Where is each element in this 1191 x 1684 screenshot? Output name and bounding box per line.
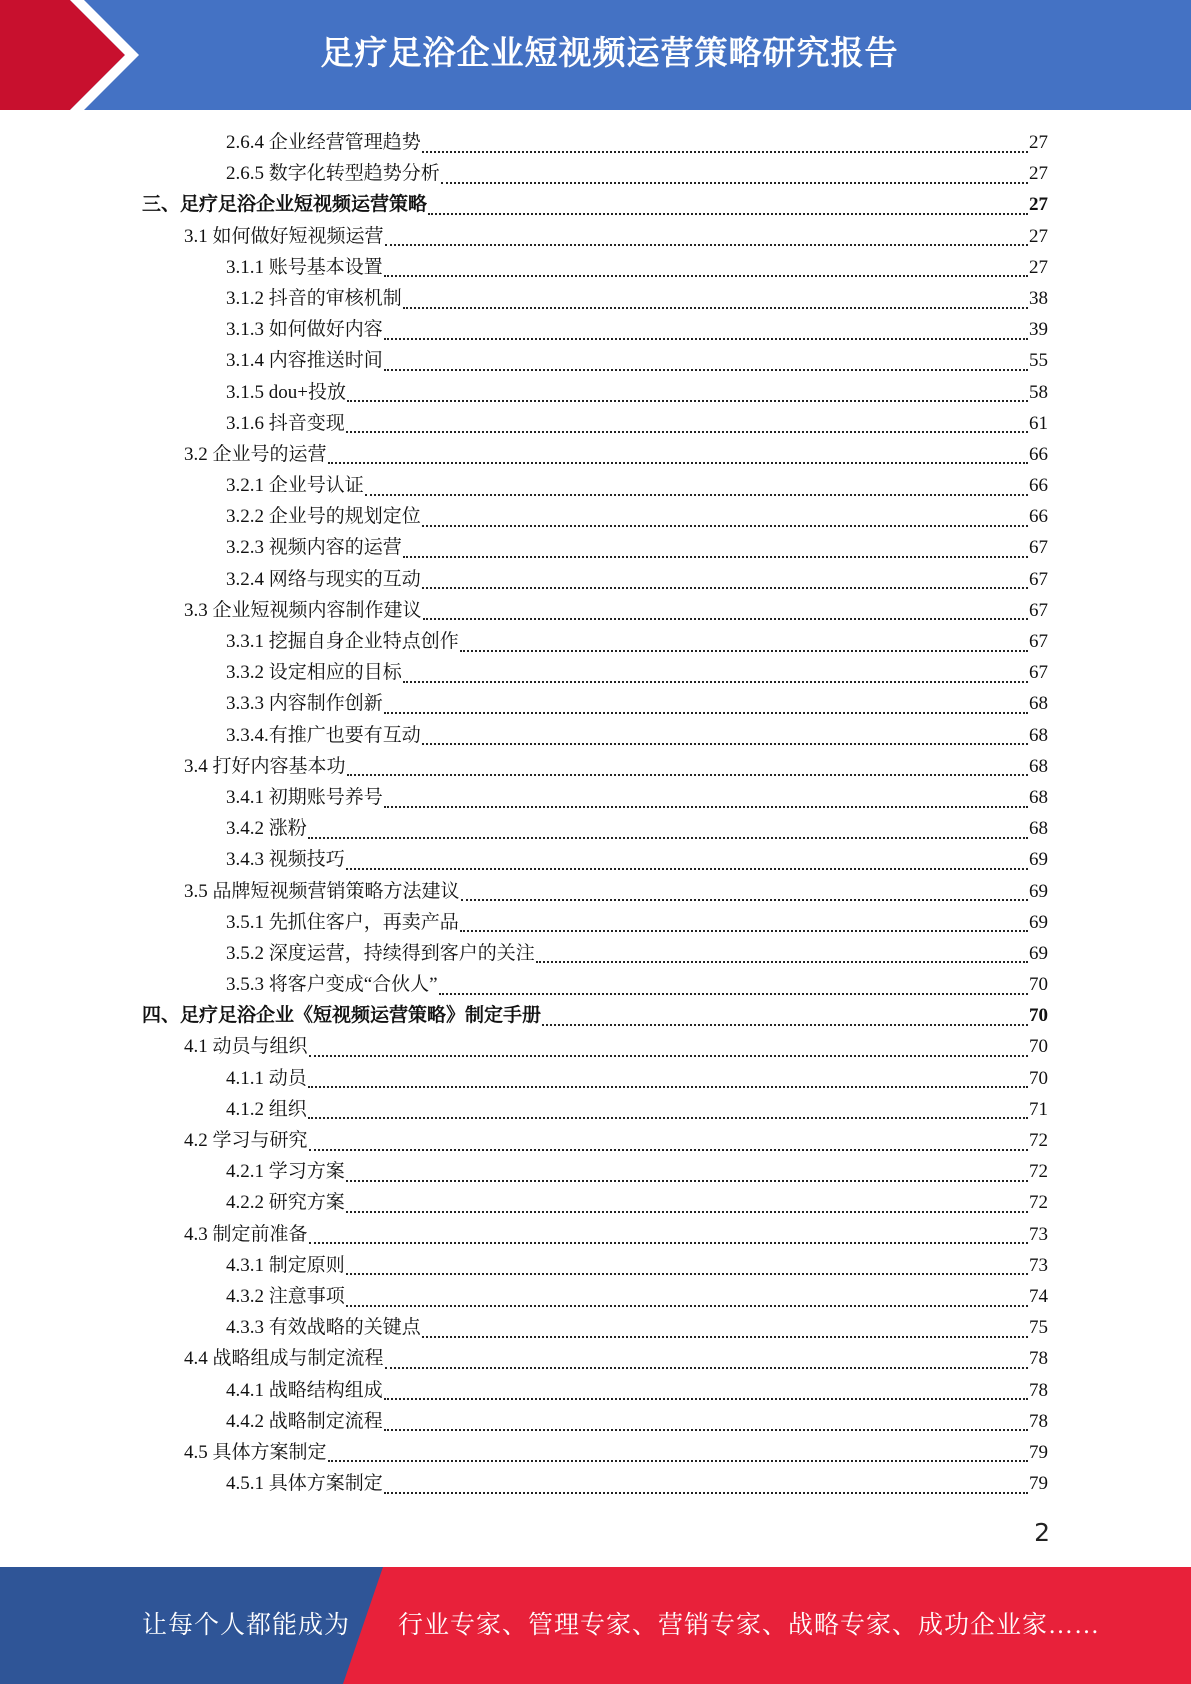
- toc-entry-page: 70: [1029, 974, 1048, 996]
- toc-entry-title: 2.6.5 数字化转型趋势分析: [226, 163, 440, 185]
- toc-entry-title: 3.2.1 企业号认证: [226, 475, 364, 497]
- toc-entry-title: 3.1.3 如何做好内容: [226, 319, 383, 341]
- toc-entry-page: 68: [1029, 724, 1048, 746]
- toc-entry-title: 3.1.4 内容推送时间: [226, 350, 383, 372]
- toc-dot-leader: [422, 525, 1028, 527]
- toc-dot-leader: [384, 712, 1028, 714]
- toc-dot-leader: [422, 587, 1028, 589]
- toc-entry-title: 3.5 品牌短视频营销策略方法建议: [184, 880, 460, 902]
- toc-entry-page: 73: [1029, 1223, 1048, 1245]
- toc-entry-title: 4.4.2 战略制定流程: [226, 1410, 383, 1432]
- toc-entry-title: 4.3.3 有效战略的关键点: [226, 1317, 421, 1339]
- toc-entry[interactable]: [142, 189, 1048, 220]
- toc-dot-leader: [423, 618, 1028, 620]
- toc-dot-leader: [309, 1149, 1028, 1151]
- toc-entry[interactable]: [142, 1156, 1048, 1187]
- toc-entry-page: 67: [1029, 662, 1048, 684]
- toc-entry[interactable]: [142, 1219, 1048, 1250]
- toc-entry[interactable]: [142, 1375, 1048, 1406]
- toc-entry[interactable]: [142, 377, 1048, 408]
- toc-entry-title: 3.5.1 先抓住客户，再卖产品: [226, 911, 459, 933]
- toc-entry-title: 3.3.1 挖掘自身企业特点创作: [226, 631, 459, 652]
- toc-entry[interactable]: [142, 501, 1048, 532]
- toc-entry-title: 4.1.1 动员: [226, 1067, 307, 1089]
- table-of-contents: [142, 127, 1048, 1499]
- toc-entry-page: 71: [1029, 1098, 1048, 1120]
- toc-entry-title: 四、足疗足浴企业《短视频运营策略》制定手册: [142, 1005, 542, 1027]
- toc-entry-title: 3.4.1 初期账号养号: [226, 786, 383, 808]
- toc-entry-page: 67: [1029, 568, 1048, 590]
- toc-entry-title: 3.1.2 抖音的审核机制: [226, 287, 402, 309]
- toc-dot-leader: [385, 244, 1028, 246]
- page-header: [0, 0, 1191, 110]
- toc-dot-leader: [328, 462, 1028, 464]
- toc-entry[interactable]: [142, 1125, 1048, 1156]
- toc-entry-page: 69: [1029, 911, 1048, 933]
- toc-dot-leader: [422, 151, 1028, 153]
- toc-dot-leader: [328, 1460, 1028, 1462]
- toc-entry[interactable]: [142, 969, 1048, 1000]
- toc-entry[interactable]: [142, 252, 1048, 283]
- toc-entry[interactable]: [142, 564, 1048, 595]
- toc-entry[interactable]: [142, 1094, 1048, 1125]
- toc-entry[interactable]: [142, 1281, 1048, 1312]
- document-title: 足疗足浴企业短视频运营策略研究报告: [320, 33, 899, 72]
- toc-entry[interactable]: [142, 1187, 1048, 1218]
- toc-entry-page: 69: [1029, 849, 1048, 871]
- page-footer: [0, 1567, 1191, 1684]
- toc-dot-leader: [384, 338, 1028, 340]
- toc-entry-page: 38: [1029, 287, 1048, 309]
- toc-entry-title: 4.3 制定前准备: [184, 1223, 308, 1245]
- toc-entry-title: 4.5.1 具体方案制定: [226, 1473, 383, 1495]
- toc-entry-page: 69: [1029, 942, 1048, 964]
- toc-dot-leader: [346, 1305, 1028, 1307]
- toc-entry-page: 73: [1029, 1254, 1048, 1276]
- toc-entry[interactable]: [142, 657, 1048, 688]
- toc-dot-leader: [403, 556, 1028, 558]
- toc-entry[interactable]: [142, 314, 1048, 345]
- toc-entry[interactable]: [142, 1406, 1048, 1437]
- toc-dot-leader: [346, 868, 1028, 870]
- toc-dot-leader: [460, 650, 1028, 652]
- toc-entry-title: 4.4 战略组成与制定流程: [184, 1348, 384, 1370]
- toc-dot-leader: [346, 431, 1028, 433]
- toc-entry-page: 70: [1029, 1067, 1048, 1089]
- toc-entry[interactable]: [142, 1250, 1048, 1281]
- toc-entry-title: 3.1.6 抖音变现: [226, 412, 345, 434]
- toc-entry-page: 67: [1029, 537, 1048, 559]
- toc-dot-leader: [308, 1086, 1028, 1088]
- toc-entry[interactable]: [142, 688, 1048, 719]
- toc-dot-leader: [384, 369, 1028, 371]
- toc-entry-page: 61: [1029, 412, 1048, 434]
- toc-entry-page: 70: [1029, 1005, 1048, 1027]
- toc-entry-page: 27: [1029, 225, 1048, 247]
- toc-entry[interactable]: [142, 782, 1048, 813]
- toc-entry-title: 4.2.2 研究方案: [226, 1192, 345, 1214]
- toc-entry-page: 67: [1029, 631, 1048, 652]
- toc-entry-title: 4.1.2 组织: [226, 1098, 307, 1120]
- toc-entry[interactable]: [142, 408, 1048, 439]
- toc-entry-title: 3.4.3 视频技巧: [226, 849, 345, 871]
- toc-entry-title: 3.2.2 企业号的规划定位: [226, 506, 421, 528]
- toc-dot-leader: [461, 899, 1028, 901]
- toc-entry-title: 2.6.4 企业经营管理趋势: [226, 132, 421, 153]
- toc-entry-title: 3.3.2 设定相应的目标: [226, 662, 402, 684]
- toc-entry-page: 68: [1029, 818, 1048, 840]
- toc-entry[interactable]: [142, 1437, 1048, 1468]
- toc-entry-page: 79: [1029, 1473, 1048, 1495]
- toc-entry-page: 66: [1029, 475, 1048, 497]
- toc-entry-title: 3.1.1 账号基本设置: [226, 256, 383, 278]
- toc-dot-leader: [346, 1180, 1028, 1182]
- toc-entry[interactable]: [142, 813, 1048, 844]
- toc-entry-page: 66: [1029, 506, 1048, 528]
- toc-entry[interactable]: [142, 876, 1048, 907]
- toc-dot-leader: [346, 1273, 1028, 1275]
- toc-dot-leader: [347, 400, 1028, 402]
- toc-entry[interactable]: [142, 626, 1048, 657]
- toc-dot-leader: [346, 1211, 1028, 1213]
- toc-entry-page: 39: [1029, 319, 1048, 341]
- toc-dot-leader: [422, 1336, 1028, 1338]
- toc-dot-leader: [385, 1367, 1028, 1369]
- page-number: 2: [1034, 1518, 1050, 1547]
- toc-entry-page: 27: [1029, 132, 1048, 153]
- toc-entry-page: 78: [1029, 1379, 1048, 1401]
- toc-entry-page: 78: [1029, 1348, 1048, 1370]
- toc-entry-title: 3.2.3 视频内容的运营: [226, 537, 402, 559]
- toc-entry[interactable]: [142, 1031, 1048, 1062]
- toc-entry-page: 78: [1029, 1410, 1048, 1432]
- toc-entry-page: 69: [1029, 880, 1048, 902]
- toc-entry[interactable]: [142, 1312, 1048, 1343]
- toc-entry[interactable]: [142, 127, 1048, 158]
- toc-entry-title: 4.3.2 注意事项: [226, 1285, 345, 1307]
- toc-dot-leader: [309, 1055, 1028, 1057]
- toc-dot-leader: [542, 1024, 1028, 1026]
- toc-entry[interactable]: [142, 720, 1048, 751]
- toc-dot-leader: [308, 1117, 1028, 1119]
- toc-entry-title: 3.2 企业号的运营: [184, 443, 327, 465]
- toc-entry-title: 3.4 打好内容基本功: [184, 755, 346, 777]
- toc-entry-page: 58: [1029, 381, 1048, 403]
- toc-entry-title: 4.2.1 学习方案: [226, 1161, 345, 1183]
- toc-entry[interactable]: [142, 1000, 1048, 1031]
- toc-entry-page: 55: [1029, 350, 1048, 372]
- toc-entry[interactable]: [142, 345, 1048, 376]
- toc-entry-page: 68: [1029, 786, 1048, 808]
- toc-entry-page: 72: [1029, 1130, 1048, 1151]
- toc-entry[interactable]: [142, 439, 1048, 470]
- toc-entry-title: 3.4.2 涨粉: [226, 818, 307, 840]
- footer-slogan-left: 让每个人都能成为: [142, 1612, 351, 1639]
- toc-dot-leader: [384, 806, 1028, 808]
- toc-dot-leader: [460, 930, 1028, 932]
- toc-entry-page: 74: [1029, 1285, 1048, 1307]
- toc-entry-title: 3.5.2 深度运营，持续得到客户的关注: [226, 942, 535, 964]
- toc-dot-leader: [365, 494, 1028, 496]
- toc-entry-page: 68: [1029, 693, 1048, 715]
- toc-entry[interactable]: [142, 532, 1048, 563]
- toc-entry-page: 67: [1029, 599, 1048, 621]
- toc-entry[interactable]: [142, 1468, 1048, 1499]
- toc-dot-leader: [439, 993, 1028, 995]
- toc-entry-page: 70: [1029, 1036, 1048, 1058]
- toc-entry[interactable]: [142, 158, 1048, 189]
- toc-entry-title: 3.3.3 内容制作创新: [226, 693, 383, 715]
- toc-dot-leader: [384, 275, 1028, 277]
- toc-entry[interactable]: [142, 283, 1048, 314]
- toc-entry-page: 27: [1029, 163, 1048, 185]
- toc-dot-leader: [403, 681, 1028, 683]
- toc-entry-page: 68: [1029, 755, 1048, 777]
- toc-entry[interactable]: [142, 844, 1048, 875]
- toc-entry[interactable]: [142, 1343, 1048, 1374]
- toc-entry-title: 4.1 动员与组织: [184, 1036, 308, 1058]
- toc-entry-page: 79: [1029, 1441, 1048, 1463]
- toc-dot-leader: [384, 1429, 1028, 1431]
- toc-entry[interactable]: [142, 907, 1048, 938]
- toc-entry[interactable]: [142, 751, 1048, 782]
- toc-entry-page: 75: [1029, 1317, 1048, 1339]
- toc-entry-title: 4.5 具体方案制定: [184, 1441, 327, 1463]
- toc-entry-title: 4.3.1 制定原则: [226, 1254, 345, 1276]
- toc-entry-title: 3.1.5 dou+投放: [226, 381, 346, 403]
- toc-entry-title: 3.1 如何做好短视频运营: [184, 225, 384, 247]
- toc-dot-leader: [428, 213, 1028, 215]
- toc-entry[interactable]: [142, 938, 1048, 969]
- toc-entry-title: 3.2.4 网络与现实的互动: [226, 568, 421, 590]
- toc-entry-page: 27: [1029, 194, 1048, 216]
- toc-dot-leader: [308, 837, 1028, 839]
- toc-dot-leader: [403, 307, 1028, 309]
- toc-entry-title: 4.2 学习与研究: [184, 1130, 308, 1151]
- toc-dot-leader: [422, 743, 1028, 745]
- toc-entry-page: 72: [1029, 1161, 1048, 1183]
- footer-slogan-right: 行业专家、管理专家、营销专家、战略专家、成功企业家……: [398, 1612, 1101, 1639]
- toc-entry-page: 72: [1029, 1192, 1048, 1214]
- toc-dot-leader: [384, 1492, 1028, 1494]
- toc-dot-leader: [347, 774, 1028, 776]
- toc-entry-page: 27: [1029, 256, 1048, 278]
- toc-entry-page: 66: [1029, 443, 1048, 465]
- toc-dot-leader: [309, 1242, 1028, 1244]
- toc-dot-leader: [441, 182, 1028, 184]
- toc-entry-title: 三、足疗足浴企业短视频运营策略: [142, 194, 428, 216]
- toc-entry[interactable]: [142, 470, 1048, 501]
- toc-entry-title: 4.4.1 战略结构组成: [226, 1379, 383, 1401]
- toc-entry[interactable]: [142, 1063, 1048, 1094]
- toc-dot-leader: [384, 1398, 1028, 1400]
- toc-entry-title: 3.3 企业短视频内容制作建议: [184, 599, 422, 621]
- toc-dot-leader: [536, 961, 1028, 963]
- toc-entry[interactable]: [142, 221, 1048, 252]
- toc-entry-title: 3.5.3 将客户变成“合伙人”: [226, 974, 438, 996]
- toc-entry-title: 3.3.4.有推广也要有互动: [226, 724, 421, 746]
- toc-entry[interactable]: [142, 595, 1048, 626]
